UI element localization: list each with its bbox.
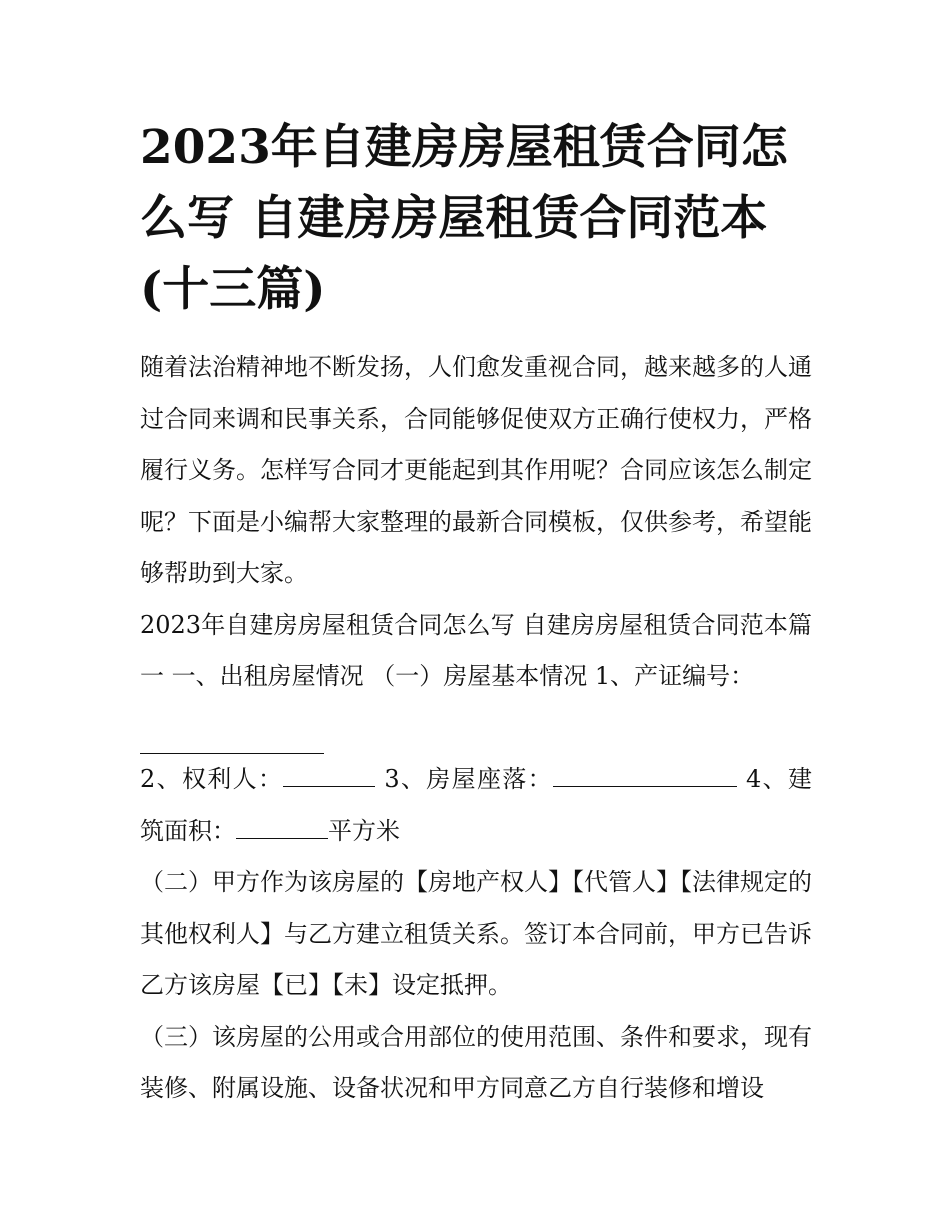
location-label: 3、房屋座落： (384, 765, 554, 793)
clause-two-paragraph: （二）甲方作为该房屋的【房地产权人】【代管人】【法律规定的其他权利人】与乙方建立租赁关系。签订本合同前，甲方已告诉乙方该房屋【已】【未】设定抵押。 (140, 868, 812, 999)
certificate-number-blank (140, 731, 324, 754)
area-label: 4、建筑面积： (140, 765, 812, 845)
property-details-paragraph (140, 754, 812, 857)
document-page (140, 112, 812, 1115)
document-title: 2023年自建房房屋租赁合同怎么写 自建房房屋租赁合同范本(十三篇) (140, 120, 788, 317)
area-blank (236, 816, 328, 839)
owner-blank (283, 764, 375, 787)
certificate-number-blank-line (140, 703, 812, 755)
intro-paragraph: 随着法治精神地不断发扬，人们愈发重视合同，越来越多的人通过合同来调和民事关系，合同能够促使双方正确行使权力，严格履行义务。怎样写合同才更能起到其作用呢？合同应该怎么制定呢？下面是小编帮大家整理的最新合同模板，仅供参考，希望能够帮助到大家。 (140, 353, 812, 587)
area-unit: 平方米 (328, 816, 400, 845)
location-blank (553, 764, 737, 787)
owner-label: 2、权利人： (140, 765, 284, 793)
clause-three-paragraph: （三）该房屋的公用或合用部位的使用范围、条件和要求，现有装修、附属设施、设备状况和甲方同意乙方自行装修和增设 (140, 1022, 812, 1102)
section-heading-paragraph: 2023年自建房房屋租赁合同怎么写 自建房房屋租赁合同范本篇一 一、出租房屋情况 （一）房屋基本情况 1、产证编号： (140, 610, 812, 690)
